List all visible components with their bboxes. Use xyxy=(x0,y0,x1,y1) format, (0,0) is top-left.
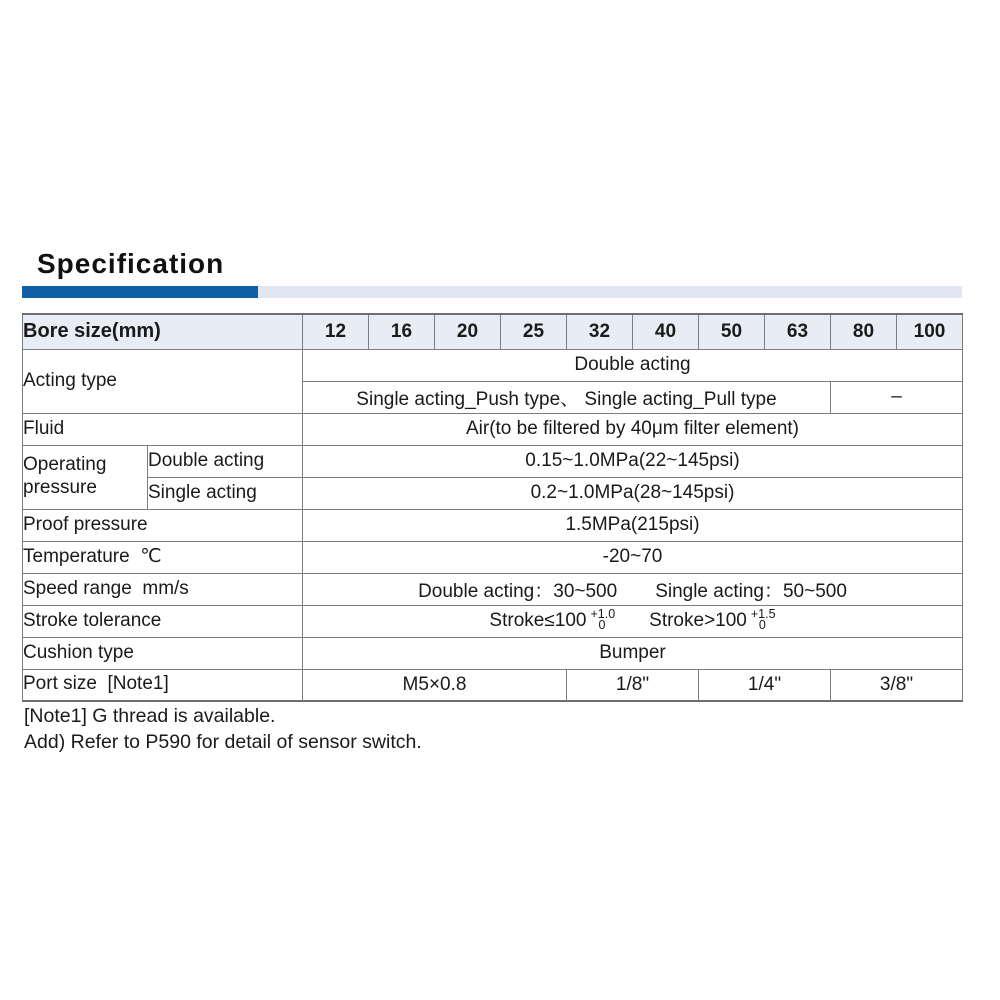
fluid-value: Air(to be filtered by 40μm filter element) xyxy=(303,413,963,445)
fluid-label: Fluid xyxy=(23,413,303,445)
bore-col-header-16: 16 xyxy=(369,314,435,349)
stroke-gt-tolerance: +1.5 0 xyxy=(750,607,776,632)
operating-pressure-label: Operating pressure xyxy=(23,445,148,509)
bore-col-header-50: 50 xyxy=(699,314,765,349)
bore-col-header-12: 12 xyxy=(303,314,369,349)
title-underline xyxy=(22,286,962,298)
stroke-gt-text: Stroke>100 xyxy=(649,610,747,631)
title-underline-light-segment xyxy=(258,286,962,298)
bore-col-header-25: 25 xyxy=(501,314,567,349)
stroke-tolerance-value xyxy=(303,605,963,637)
speed-range-value xyxy=(303,573,963,605)
operating-pressure-row-2 xyxy=(23,477,963,509)
proof-pressure-row xyxy=(23,509,963,541)
speed-range-label: Speed range mm/s xyxy=(23,573,303,605)
header-row xyxy=(23,314,963,349)
temperature-value: -20~70 xyxy=(303,541,963,573)
speed-range-single: Single acting：50~500 xyxy=(655,580,847,602)
port-size-m5: M5×0.8 xyxy=(303,669,567,701)
operating-pressure-single-label: Single acting xyxy=(148,477,303,509)
stroke-tolerance-label: Stroke tolerance xyxy=(23,605,303,637)
footnote-1: [Note1] G thread is available. xyxy=(24,705,276,727)
proof-pressure-label: Proof pressure xyxy=(23,509,303,541)
title-underline-dark-segment xyxy=(22,286,258,298)
port-size-label: Port size [Note1] xyxy=(23,669,303,701)
bore-col-header-32: 32 xyxy=(567,314,633,349)
stroke-le-tolerance: +1.0 0 xyxy=(590,607,616,632)
acting-type-single-na: – xyxy=(831,381,963,413)
cushion-type-row xyxy=(23,637,963,669)
acting-type-single-value: Single acting_Push type、 Single acting_Pull type xyxy=(303,381,831,413)
stroke-tolerance-row xyxy=(23,605,963,637)
page-title: Specification xyxy=(37,248,225,279)
port-size-18: 1/8" xyxy=(567,669,699,701)
speed-range-double: Double acting：30~500 xyxy=(418,580,618,602)
acting-type-row-1 xyxy=(23,349,963,381)
acting-type-label: Acting type xyxy=(23,349,303,413)
operating-pressure-single-value: 0.2~1.0MPa(28~145psi) xyxy=(303,477,963,509)
bore-col-header-100: 100 xyxy=(897,314,963,349)
temperature-row xyxy=(23,541,963,573)
bore-col-header-80: 80 xyxy=(831,314,897,349)
port-size-38: 3/8" xyxy=(831,669,963,701)
operating-pressure-double-label: Double acting xyxy=(148,445,303,477)
port-size-14: 1/4" xyxy=(699,669,831,701)
port-size-row xyxy=(23,669,963,701)
acting-type-double-value: Double acting xyxy=(303,349,963,381)
speed-range-row xyxy=(23,573,963,605)
cushion-type-value: Bumper xyxy=(303,637,963,669)
temperature-label: Temperature ℃ xyxy=(23,541,303,573)
fluid-row xyxy=(23,413,963,445)
operating-pressure-row-1 xyxy=(23,445,963,477)
bore-col-header-20: 20 xyxy=(435,314,501,349)
bore-col-header-63: 63 xyxy=(765,314,831,349)
footnote-2: Add) Refer to P590 for detail of sensor switch. xyxy=(24,731,422,753)
cushion-type-label: Cushion type xyxy=(23,637,303,669)
footnotes xyxy=(24,703,422,755)
specification-table xyxy=(22,313,963,702)
proof-pressure-value: 1.5MPa(215psi) xyxy=(303,509,963,541)
bore-col-header-40: 40 xyxy=(633,314,699,349)
bore-size-header: Bore size(mm) xyxy=(23,314,303,349)
stroke-le-text: Stroke≤100 xyxy=(489,610,587,631)
operating-pressure-double-value: 0.15~1.0MPa(22~145psi) xyxy=(303,445,963,477)
